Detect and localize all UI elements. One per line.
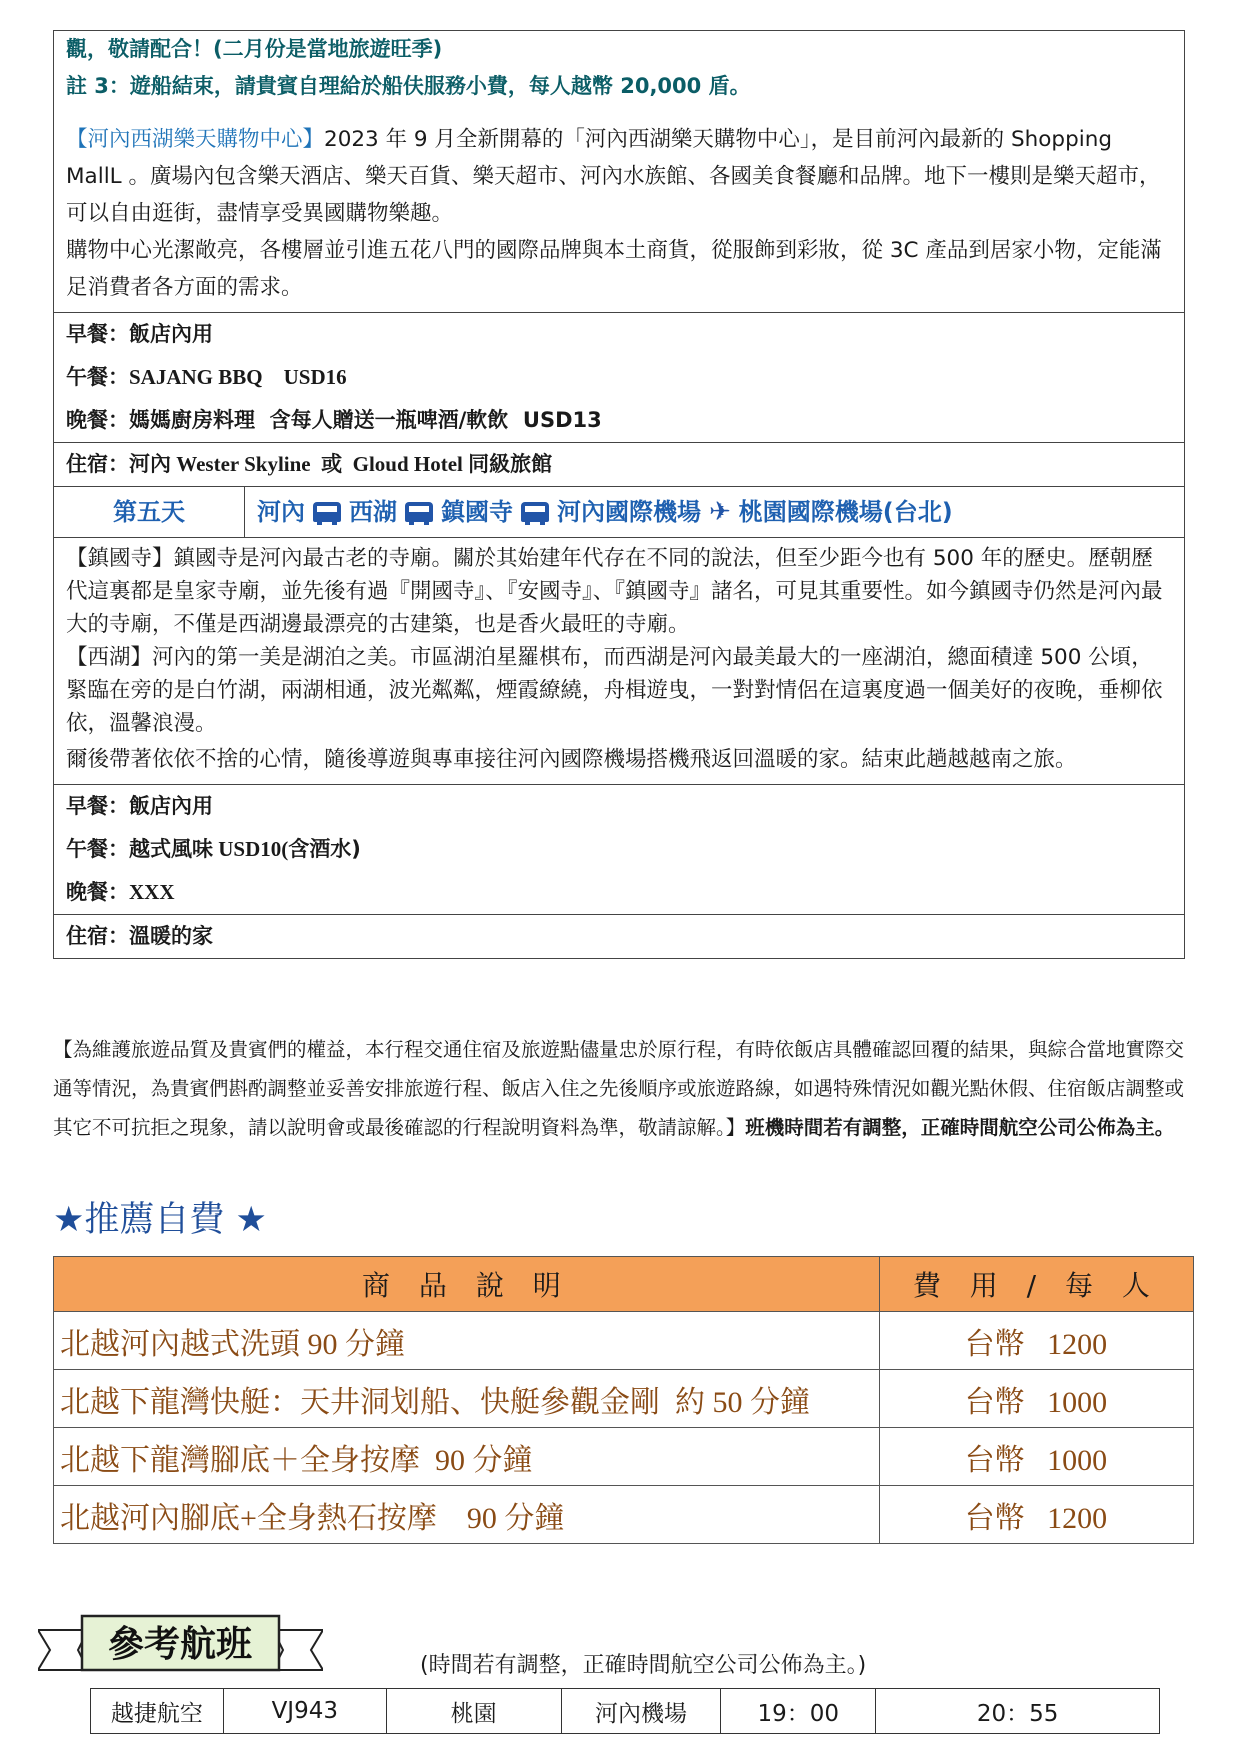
price-value: 1000 — [1047, 1385, 1108, 1419]
item-name: 北越河內腳底+全身熱石按摩 90 分鐘 — [54, 1486, 880, 1544]
day4-dinner — [54, 399, 1184, 442]
day4-hotel — [54, 443, 1184, 487]
dinner-value: XXX — [129, 880, 175, 904]
hotel-value: 溫暖的家 — [129, 924, 213, 948]
day5-hotel-line — [54, 915, 1184, 958]
route-stop-hanoi: 河內 — [257, 498, 305, 526]
day4-breakfast — [54, 313, 1184, 356]
day5-route — [245, 487, 1184, 537]
note-line-1: 觀，敬請配合！(二月份是當地旅遊旺季) — [66, 37, 443, 61]
flight-airline: 越捷航空 — [91, 1689, 224, 1734]
flight-row — [91, 1689, 1160, 1734]
day4-hotel-line — [54, 443, 1184, 486]
day5-text — [54, 538, 1184, 784]
header-price: 費 用 / 每 人 — [879, 1257, 1193, 1312]
day5-header — [54, 487, 1184, 538]
recommended-title — [53, 1192, 267, 1242]
day5-lunch — [54, 828, 1184, 871]
mall-text: 2023 年 9 月全新開幕的「河內西湖樂天購物中心」，是目前河內最新的 Shopping MallL 。廣場內包含樂天酒店、樂天百貨、樂天超市、河內水族館、各國美食餐廳和品牌。地下一樓則是樂天超市，可以自由逛街，盡情享受異國購物樂趣。 — [66, 127, 1161, 226]
hotel-prefix: 河內 — [129, 452, 171, 476]
table-row — [54, 1486, 1194, 1544]
item-price — [879, 1370, 1193, 1428]
price-currency: 台幣 — [964, 1501, 1025, 1535]
table-row — [54, 1428, 1194, 1486]
item-price — [879, 1312, 1193, 1370]
ribbon-left-tail — [38, 1630, 88, 1670]
lunch-value: USD10( — [213, 837, 289, 861]
breakfast-label: 早餐： — [66, 322, 129, 346]
dinner-label: 晚餐： — [66, 880, 129, 904]
hotel-label: 住宿： — [66, 452, 129, 476]
recommended-title-text: ★推薦自費 ★ — [53, 1200, 267, 1240]
ribbon-right-tail — [273, 1630, 323, 1670]
breakfast-label: 早餐： — [66, 794, 129, 818]
ending-paragraph: 爾後帶著依依不捨的心情，隨後導遊與專車接往河內國際機場搭機飛返回溫暖的家。結束此趟越越南之旅。 — [66, 747, 1077, 772]
hotel-suffix: 同級旅館 — [468, 452, 553, 476]
route-stop-temple: 鎮國寺 — [441, 498, 513, 526]
item-name: 北越河內越式洗頭 90 分鐘 — [54, 1312, 880, 1370]
price-value: 1200 — [1047, 1501, 1108, 1535]
price-value: 1200 — [1047, 1327, 1108, 1361]
temple-paragraph: 【鎮國寺】鎮國寺是河內最古老的寺廟。關於其始建年代存在不同的說法，但至少距今也有 500 年的歷史。歷朝歷代這裏都是皇家寺廟，並先後有過『開國寺』、『安國寺』、『鎮國寺』諸名，可見其重要性。如今鎮國寺仍然是河內最大的寺廟，不僅是西湖邊最漂亮的古建築，也是香火最旺的寺廟。 — [66, 546, 1163, 637]
westlake-paragraph: 【西湖】河內的第一美是湖泊之美。市區湖泊星羅棋布，而西湖是河內最美最大的一座湖泊，總面積達 500 公頃，緊臨在旁的是白竹湖，兩湖相通，波光粼粼，煙霞繚繞，舟楫遊曳，一對對情侶在這裏度過一個美好的夜晚，垂柳依依，溫馨浪漫。 — [66, 645, 1163, 736]
disclaimer-bold: 班機時間若有調整，正確時間航空公司公佈為主。 — [745, 1116, 1175, 1139]
flight-arrive-time: 20：55 — [876, 1689, 1160, 1734]
bus-icon — [405, 502, 433, 522]
flight-destination: 河內機場 — [561, 1689, 721, 1734]
flight-banner — [38, 1612, 323, 1680]
day5-dinner — [54, 871, 1184, 914]
day4-meals — [54, 313, 1184, 443]
bus-icon — [521, 502, 549, 522]
price-currency: 台幣 — [964, 1385, 1025, 1419]
route-stop-hanoi-airport: 河內國際機場 — [557, 498, 701, 526]
item-price — [879, 1486, 1193, 1544]
recommended-header-row — [54, 1257, 1194, 1312]
price-currency: 台幣 — [964, 1327, 1025, 1361]
itinerary-table — [53, 30, 1185, 959]
item-name: 北越下龍灣快艇：天井洞划船、快艇參觀金剛 約 50 分鐘 — [54, 1370, 880, 1428]
flight-origin: 桃園 — [386, 1689, 561, 1734]
price-currency: 台幣 — [964, 1443, 1025, 1477]
mall-description — [54, 105, 1184, 312]
disclaimer-text: 【為維護旅遊品質及貴賓們的權益，本行程交通住宿及旅遊點儘量忠於原行程，有時依飯店具體確認回覆的結果，與綜合當地實際交通等情況，為貴賓們斟酌調整並妥善安排旅遊行程、飯店入住之先後順序或旅遊路線，如遇特殊情況如觀光點休假、住宿飯店調整或其它不可抗拒之現象，請以說明會或最後確認的行程說明資料為準，敬請諒解。】 — [53, 1038, 1185, 1139]
mall-title: 【河內西湖樂天購物中心】 — [66, 127, 325, 152]
day5-hotel — [54, 915, 1184, 958]
flight-number: VJ943 — [223, 1689, 386, 1734]
day5-label: 第五天 — [54, 487, 245, 537]
note-line-2: 註 3：遊船結束，請貴賓自理給於船伕服務小費，每人越幣 20,000 盾。 — [66, 74, 751, 98]
flight-depart-time: 19：00 — [721, 1689, 876, 1734]
table-row — [54, 1370, 1194, 1428]
lunch-label: 午餐： — [66, 365, 129, 389]
breakfast-value: 飯店內用 — [129, 794, 213, 818]
day4-description — [54, 31, 1184, 313]
flight-banner-text: 參考航班 — [107, 1624, 253, 1665]
route-stop-taoyuan-airport: 桃園國際機場(台北) — [738, 498, 953, 526]
airplane-icon: ✈ — [709, 497, 731, 527]
route-stop-westlake: 西湖 — [349, 498, 397, 526]
price-value: 1000 — [1047, 1443, 1108, 1477]
recommended-table — [53, 1256, 1194, 1544]
lunch-value: SAJANG BBQ USD16 — [129, 365, 347, 389]
day5-meals — [54, 785, 1184, 915]
lunch-suffix: 含酒水) — [288, 837, 361, 861]
day4-lunch — [54, 356, 1184, 399]
disclaimer — [53, 1030, 1193, 1147]
flight-note: (時間若有調整，正確時間航空公司公佈為主。) — [420, 1653, 867, 1678]
item-name: 北越下龍灣腳底＋全身按摩 90 分鐘 — [54, 1428, 880, 1486]
table-row — [54, 1312, 1194, 1370]
dinner-label: 晚餐： — [66, 408, 129, 432]
flight-table — [90, 1688, 1160, 1734]
lunch-label: 午餐： — [66, 837, 129, 861]
item-price — [879, 1428, 1193, 1486]
breakfast-value: 飯店內用 — [129, 322, 213, 346]
header-item: 商 品 說 明 — [54, 1257, 880, 1312]
hotel-label: 住宿： — [66, 924, 129, 948]
lunch-prefix: 越式風味 — [129, 837, 213, 861]
mall-paragraph-2: 購物中心光潔敞亮，各樓層並引進五花八門的國際品牌與本土商貨，從服飾到彩妝，從 3C 產品到居家小物，定能滿足消費者各方面的需求。 — [66, 238, 1162, 300]
day5-description — [54, 538, 1184, 785]
day5-breakfast — [54, 785, 1184, 828]
mall-paragraph-1 — [66, 121, 1170, 232]
bus-icon — [313, 502, 341, 522]
hotel-value: Wester Skyline 或 Gloud Hotel — [171, 452, 469, 476]
dinner-value: 媽媽廚房料理 含每人贈送一瓶啤酒/軟飲 USD13 — [129, 408, 602, 432]
